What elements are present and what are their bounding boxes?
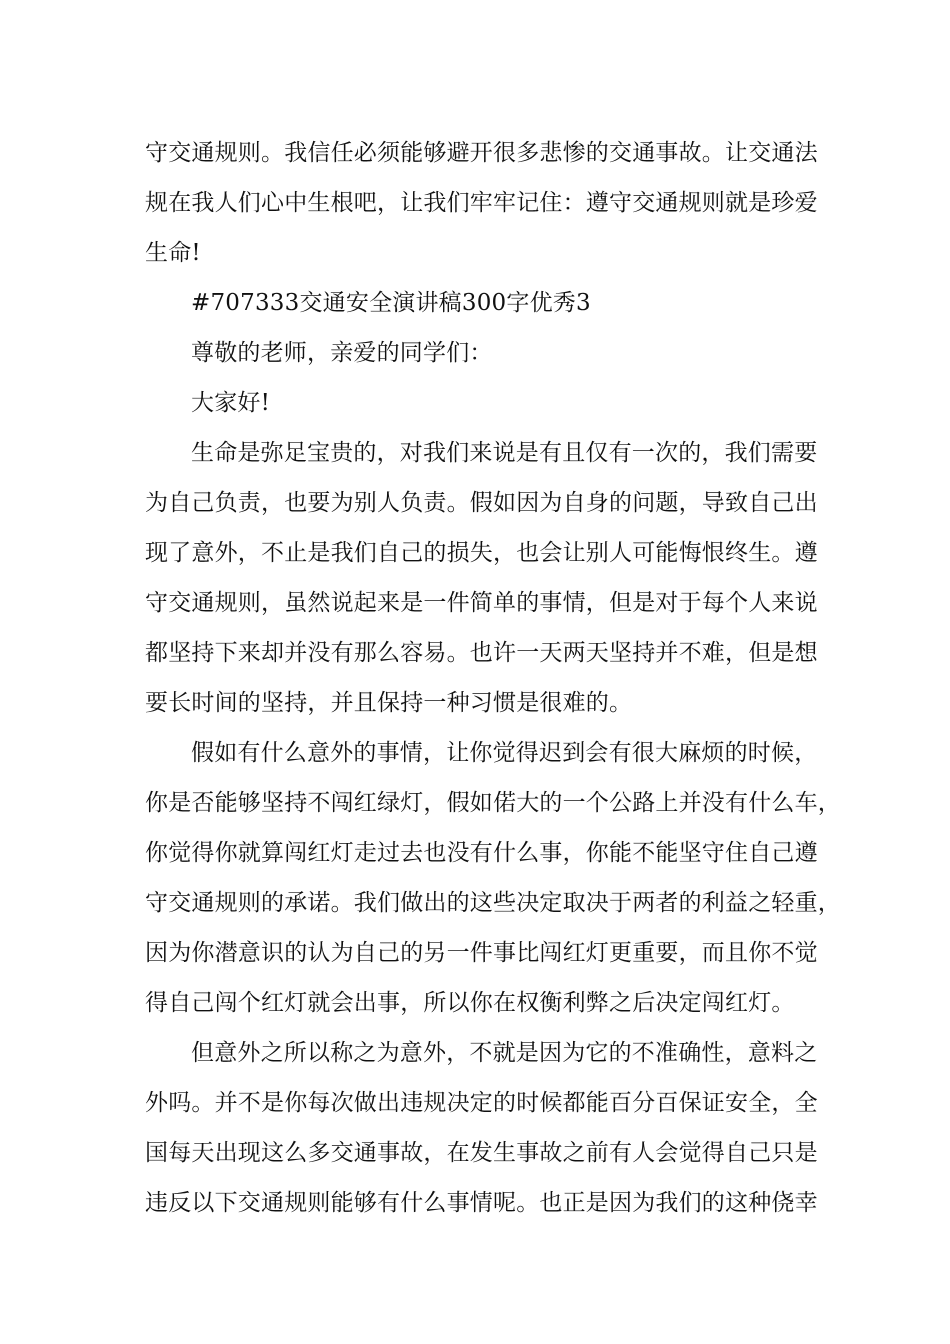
paragraph-2 bbox=[145, 728, 841, 1028]
text-line: 假如有什么意外的事情，让你觉得迟到会有很大麻烦的时候， bbox=[191, 740, 818, 766]
text-line: 守交通规则，虽然说起来是一件简单的事情，但是对于每个人来说 bbox=[145, 590, 818, 616]
paragraph-1 bbox=[145, 428, 818, 728]
text-line: 生命是弥足宝贵的，对我们来说是有且仅有一次的，我们需要 bbox=[191, 440, 818, 466]
heading-line: #707333交通安全演讲稿300字优秀3 bbox=[191, 290, 591, 316]
text-line: 得自己闯个红灯就会出事，所以你在权衡利弊之后决定闯红灯。 bbox=[145, 990, 795, 1016]
text-line: 尊敬的老师，亲爱的同学们： bbox=[191, 340, 493, 366]
text-line: 国每天出现这么多交通事故，在发生事故之前有人会觉得自己只是 bbox=[145, 1140, 818, 1166]
text-line: 因为你潜意识的认为自己的另一件事比闯红灯更重要，而且你不觉 bbox=[145, 940, 818, 966]
greeting bbox=[145, 378, 810, 428]
text-line: 生命! bbox=[145, 240, 201, 266]
text-line: 为自己负责，也要为别人负责。假如因为自身的问题，导致自己出 bbox=[145, 490, 818, 516]
text-line: 守交通规则的承诺。我们做出的这些决定取决于两者的利益之轻重， bbox=[145, 890, 841, 916]
salutation bbox=[145, 328, 810, 378]
text-line: 你是否能够坚持不闯红绿灯，假如偌大的一个公路上并没有什么车， bbox=[145, 790, 841, 816]
paragraph-conclusion bbox=[145, 128, 818, 278]
text-line: 守交通规则。我信任必须能够避开很多悲惨的交通事故。让交通法 bbox=[145, 140, 818, 166]
section-heading bbox=[145, 278, 810, 328]
text-line: 要长时间的坚持，并且保持一种习惯是很难的。 bbox=[145, 690, 633, 716]
paragraph-3 bbox=[145, 1028, 818, 1228]
text-line: 违反以下交通规则能够有什么事情呢。也正是因为我们的这种侥幸 bbox=[145, 1190, 818, 1216]
text-line: 但意外之所以称之为意外，不就是因为它的不准确性，意料之 bbox=[191, 1040, 818, 1066]
text-line: 现了意外，不止是我们自己的损失，也会让别人可能悔恨终生。遵 bbox=[145, 540, 818, 566]
text-line: 都坚持下来却并没有那么容易。也许一天两天坚持并不难，但是想 bbox=[145, 640, 818, 666]
text-line: 外吗。并不是你每次做出违规决定的时候都能百分百保证安全，全 bbox=[145, 1090, 818, 1116]
text-line: 大家好! bbox=[191, 390, 271, 416]
text-line: 你觉得你就算闯红灯走过去也没有什么事，你能不能坚守住自己遵 bbox=[145, 840, 818, 866]
text-line: 规在我人们心中生根吧，让我们牢牢记住：遵守交通规则就是珍爱 bbox=[145, 190, 818, 216]
